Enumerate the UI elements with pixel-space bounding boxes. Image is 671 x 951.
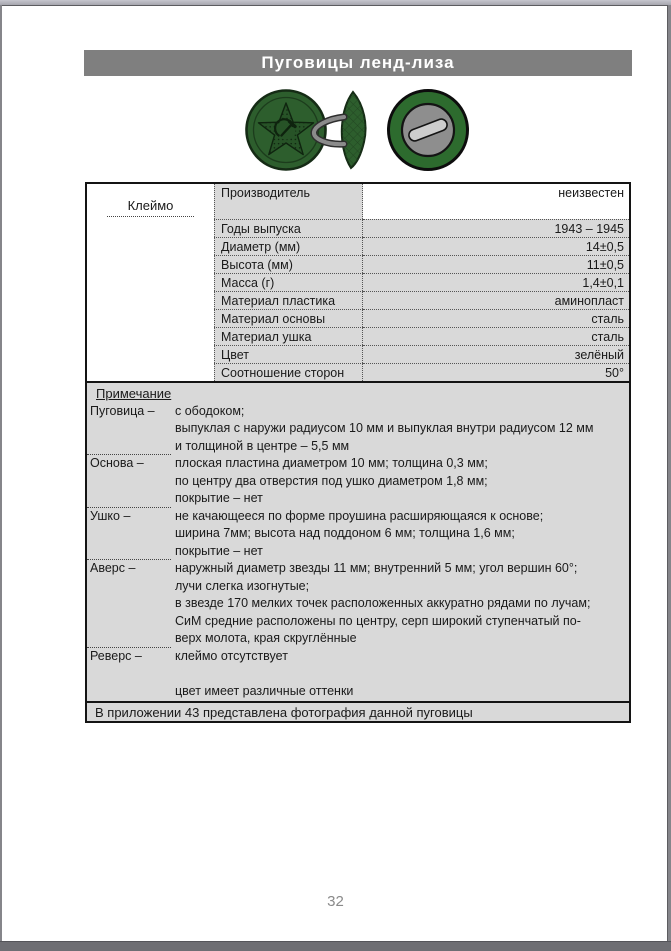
- spec-label-manufacturer: Производитель: [214, 184, 363, 219]
- spec-value-years: 1943 – 1945: [363, 219, 629, 237]
- note-term: Аверс –: [90, 561, 136, 575]
- note-line: ширина 7мм; высота над поддоном 6 мм; толщина 1,6 мм;: [175, 526, 515, 540]
- stamp-cell: [87, 184, 214, 381]
- spec-label-aspect-ratio: Соотношение сторон: [214, 363, 363, 381]
- note-line: покрытие – нет: [175, 491, 263, 505]
- note-line: и толщиной в центре – 5,5 мм: [175, 438, 350, 453]
- note-line: по центру два отверстия под ушко диаметром 1,8 мм;: [175, 473, 488, 488]
- spec-label-years: Годы выпуска: [214, 219, 363, 237]
- note-line: лучи слегка изогнутые;: [175, 578, 310, 593]
- note-line: СиМ средние расположены по центру, серп широкий ступенчатый по-: [175, 613, 581, 628]
- spec-value-color: зелёный: [363, 345, 629, 363]
- spec-value-diameter: 14±0,5: [363, 237, 629, 255]
- section-title-bar: [84, 50, 632, 76]
- button-spec-card: [85, 182, 631, 723]
- note-term: Реверс –: [90, 648, 142, 663]
- spec-value-mass: 1,4±0,1: [363, 273, 629, 291]
- spec-label-color: Цвет: [214, 345, 363, 363]
- spec-label-plastic-material: Материал пластика: [214, 291, 363, 309]
- spec-value-height: 11±0,5: [363, 255, 629, 273]
- spec-value-manufacturer: неизвестен: [363, 184, 629, 219]
- spec-value-base-material: сталь: [363, 309, 629, 327]
- note-term: Пуговица –: [90, 403, 155, 418]
- section-title: Пуговицы ленд-лиза: [261, 53, 455, 72]
- note-line: клеймо отсутствует: [175, 648, 288, 663]
- page-number: 32: [327, 893, 344, 910]
- stamp-label: Клеймо: [107, 198, 195, 217]
- note-line: в звезде 170 мелких точек расположенных аккуратно рядами по лучам;: [175, 596, 591, 610]
- spec-value-shank-material: сталь: [363, 327, 629, 345]
- page-edge-bottom: [0, 941, 671, 951]
- spec-value-plastic-material: аминопласт: [363, 291, 629, 309]
- buttons-illustration: [243, 87, 471, 173]
- spec-label-mass: Масса (г): [214, 273, 363, 291]
- note-line: покрытие – нет: [175, 543, 263, 558]
- notes-section: [87, 381, 629, 701]
- page-edge-right: [667, 5, 671, 942]
- note-item-obverse: [87, 560, 629, 648]
- button-back-slotted-plate: [389, 91, 468, 170]
- note-line: с ободоком;: [175, 403, 245, 418]
- spec-label-height: Высота (мм): [214, 255, 363, 273]
- spec-label-diameter: Диаметр (мм): [214, 237, 363, 255]
- note-term: Основа –: [90, 456, 144, 470]
- note-line: верх молота, края скруглённые: [175, 631, 357, 645]
- note-line: цвет имеет различные оттенки: [175, 683, 354, 698]
- spec-value-aspect-ratio: 50°: [363, 363, 629, 381]
- note-item-shank: [87, 508, 629, 561]
- spec-label-base-material: Материал основы: [214, 309, 363, 327]
- note-item-base: [87, 455, 629, 508]
- note-term: Ушко –: [90, 508, 131, 523]
- note-line: [175, 665, 625, 683]
- page-edge-top: [0, 0, 671, 6]
- page-edge-left: [0, 5, 2, 942]
- note-item-reverse: [87, 648, 629, 701]
- appendix-note: В приложении 43 представлена фотография данной пуговицы: [87, 701, 629, 721]
- note-line: наружный диаметр звезды 11 мм; внутренний 5 мм; угол вершин 60°;: [175, 561, 578, 575]
- notes-heading: Примечание: [96, 386, 172, 401]
- note-item-button: [87, 403, 629, 456]
- note-line: выпуклая с наружи радиусом 10 мм и выпуклая внутри радиусом 12 мм: [175, 421, 594, 435]
- spec-table: [87, 184, 629, 381]
- note-line: не качающееся по форме проушина расширяющаяся к основе;: [175, 508, 544, 523]
- spec-label-shank-material: Материал ушка: [214, 327, 363, 345]
- note-line: плоская пластина диаметром 10 мм; толщина 0,3 мм;: [175, 456, 488, 470]
